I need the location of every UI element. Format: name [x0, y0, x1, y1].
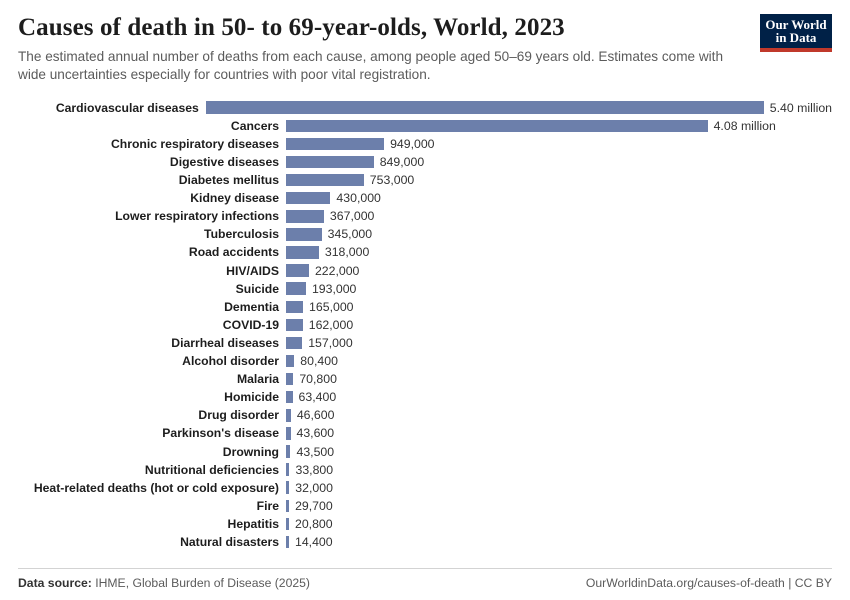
bar[interactable] — [286, 138, 384, 151]
bar[interactable] — [286, 156, 374, 169]
bar-value-label: 222,000 — [314, 263, 360, 278]
bar-value-label: 43,600 — [296, 426, 335, 441]
bar-category-label: Homicide — [224, 390, 279, 405]
bar-row[interactable] — [18, 135, 832, 153]
bar-track — [286, 370, 832, 388]
bar-track — [286, 135, 832, 153]
bar-category-label: Fire — [256, 498, 279, 513]
bar-category-label: Diabetes mellitus — [178, 173, 279, 188]
bar-value-label: 20,800 — [295, 516, 333, 531]
bar-value-label: 949,000 — [390, 136, 435, 151]
bar-value-label: 367,000 — [329, 209, 375, 224]
bar-row[interactable] — [18, 243, 832, 261]
chart-subtitle: The estimated annual number of deaths from each cause, among people aged 50–69 years old. Estimates come with wide uncertainties especially for countries with poor vital registration. — [18, 49, 724, 83]
bar-track — [286, 442, 832, 460]
bar-value-label: 29,700 — [295, 498, 333, 513]
bar-category-label: Heat-related deaths (hot or cold exposure) — [33, 480, 279, 495]
logo-line-1: Our World — [765, 17, 827, 32]
bar-value-label: 43,500 — [296, 444, 335, 459]
bar-row[interactable] — [18, 298, 832, 316]
bar-row[interactable] — [18, 352, 832, 370]
bar[interactable] — [286, 174, 364, 187]
bar-value-label: 70,800 — [299, 372, 337, 387]
bar-track — [286, 497, 832, 515]
bar[interactable] — [286, 120, 708, 133]
bar-category-label: Dementia — [224, 299, 279, 314]
bar-category-label: Drowning — [222, 444, 279, 459]
bar[interactable] — [286, 355, 294, 368]
bar-value-label: 430,000 — [336, 191, 381, 206]
bar-track — [286, 316, 832, 334]
bar-category-label: HIV/AIDS — [226, 263, 279, 278]
data-source-label: Data source: — [18, 576, 92, 590]
bar-value-label: 345,000 — [327, 227, 373, 242]
bar-row[interactable] — [18, 99, 832, 117]
data-source-text: IHME, Global Burden of Disease (2025) — [95, 576, 310, 590]
bar-row[interactable] — [18, 225, 832, 243]
bar-row[interactable] — [18, 497, 832, 515]
bar-category-label: Parkinson's disease — [162, 426, 279, 441]
our-world-in-data-logo[interactable] — [760, 14, 832, 52]
bar-row[interactable] — [18, 388, 832, 406]
bar-row[interactable] — [18, 316, 832, 334]
bar-value-label: 63,400 — [298, 390, 337, 405]
bar-row[interactable] — [18, 515, 832, 533]
bar-track — [286, 334, 832, 352]
bar[interactable] — [286, 246, 319, 259]
bar[interactable] — [286, 228, 322, 241]
bar-value-label: 5.40 million — [769, 100, 832, 115]
bar-track — [286, 262, 832, 280]
bar-row[interactable] — [18, 189, 832, 207]
bar-value-label: 4.08 million — [713, 118, 776, 133]
bar-category-label: Hepatitis — [227, 516, 279, 531]
bar-track — [286, 479, 832, 497]
bar-track — [286, 171, 832, 189]
bar-category-label: Kidney disease — [190, 191, 279, 206]
bar-value-label: 849,000 — [379, 155, 425, 170]
bar-value-label: 318,000 — [324, 245, 370, 260]
bar-row[interactable] — [18, 406, 832, 424]
chart-footer — [18, 568, 832, 590]
bar-track — [286, 280, 832, 298]
logo-line-2: in Data — [775, 30, 817, 45]
bar-value-label: 80,400 — [300, 354, 338, 369]
bar-row[interactable] — [18, 171, 832, 189]
bar-category-label: COVID-19 — [222, 317, 279, 332]
bar[interactable] — [286, 282, 306, 295]
bar-value-label: 162,000 — [308, 317, 354, 332]
bar-track — [286, 153, 832, 171]
chart-header — [18, 14, 832, 85]
bar[interactable] — [286, 192, 330, 205]
bar-category-label: Cancers — [230, 118, 279, 133]
bar-category-label: Digestive diseases — [169, 155, 279, 170]
bar-value-label: 46,600 — [296, 408, 335, 423]
bar[interactable] — [286, 373, 293, 386]
bar-row[interactable] — [18, 370, 832, 388]
page-title: Causes of death in 50- to 69-year-olds, World, 2023 — [18, 14, 565, 41]
bar[interactable] — [206, 101, 764, 114]
attribution: OurWorldinData.org/causes-of-death | CC BY — [585, 576, 832, 590]
bar[interactable] — [286, 301, 303, 314]
bar[interactable] — [286, 319, 303, 332]
bar[interactable] — [286, 210, 324, 223]
bar-category-label: Chronic respiratory diseases — [111, 136, 279, 151]
bar-category-label: Alcohol disorder — [182, 354, 279, 369]
bar-value-label: 14,400 — [295, 534, 333, 549]
bar-category-label: Nutritional deficiencies — [144, 462, 279, 477]
bar-category-label: Lower respiratory infections — [115, 209, 279, 224]
bar-row[interactable] — [18, 207, 832, 225]
bar-category-label: Malaria — [236, 372, 279, 387]
bar-chart — [18, 99, 832, 554]
bar-category-label: Suicide — [235, 281, 279, 296]
bar-value-label: 33,800 — [295, 462, 334, 477]
bar-track — [286, 352, 832, 370]
bar-value-label: 165,000 — [309, 299, 354, 314]
bar-row[interactable] — [18, 117, 832, 135]
bar-row[interactable] — [18, 442, 832, 460]
bar[interactable] — [286, 264, 309, 277]
bar-row[interactable] — [18, 280, 832, 298]
bar-track — [286, 298, 832, 316]
bar-row[interactable] — [18, 479, 832, 497]
bar-row[interactable] — [18, 533, 832, 551]
bar-row[interactable] — [18, 424, 832, 442]
bar-row[interactable] — [18, 334, 832, 352]
bar-track — [286, 515, 832, 533]
bar-value-label: 193,000 — [311, 281, 357, 296]
bar-category-label: Cardiovascular diseases — [55, 100, 199, 115]
bar-category-label: Road accidents — [188, 245, 279, 260]
bar-row[interactable] — [18, 461, 832, 479]
bar-track — [286, 461, 832, 479]
bar-track — [286, 424, 832, 442]
bar-value-label: 753,000 — [369, 173, 415, 188]
bar-row[interactable] — [18, 262, 832, 280]
bar-category-label: Diarrheal diseases — [171, 335, 279, 350]
bar-track — [286, 533, 832, 551]
bar-category-label: Drug disorder — [198, 408, 279, 423]
bar-value-label: 157,000 — [308, 335, 353, 350]
bar-category-label: Tuberculosis — [204, 227, 279, 242]
bar-track — [286, 406, 832, 424]
bar-track — [286, 225, 832, 243]
bar-track — [206, 99, 832, 117]
bar-value-label: 32,000 — [295, 480, 333, 495]
bar-track — [286, 189, 832, 207]
bar-row[interactable] — [18, 153, 832, 171]
bar-track — [286, 388, 832, 406]
bar[interactable] — [286, 337, 302, 350]
bar-track — [286, 117, 832, 135]
bar-category-label: Natural disasters — [180, 534, 279, 549]
data-source — [18, 576, 310, 590]
bar-track — [286, 207, 832, 225]
bar-track — [286, 243, 832, 261]
